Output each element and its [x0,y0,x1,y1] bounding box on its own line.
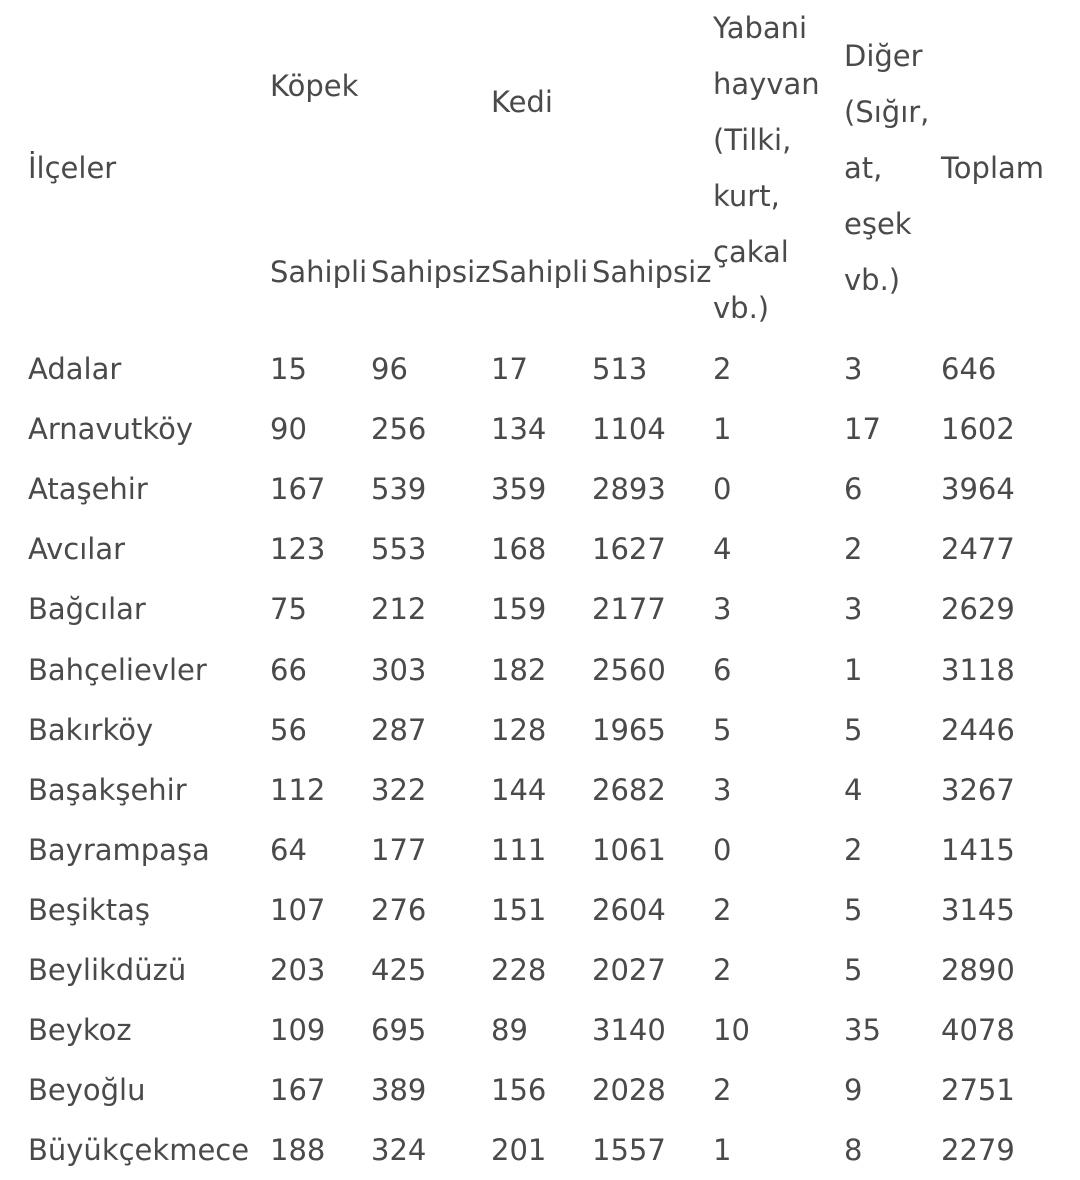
cat-owned-cell: 144 [491,773,547,807]
cat-stray-cell: 3140 [592,1013,666,1047]
dog-owned-cell: 188 [270,1133,326,1167]
header-dog: Köpek [270,69,359,103]
table-row [0,1000,1080,1060]
header-districts: İlçeler [28,151,117,185]
cat-owned-cell: 201 [491,1133,547,1167]
other-animal-cell: 8 [844,1133,863,1167]
other-animal-cell: 3 [844,352,863,386]
total-cell: 3118 [941,653,1015,687]
wild-animal-cell: 1 [713,412,732,446]
cat-stray-cell: 2893 [592,472,666,506]
total-cell: 2629 [941,592,1015,626]
cat-owned-cell: 134 [491,412,547,446]
district-cell: Beşiktaş [28,893,150,927]
cat-owned-cell: 128 [491,713,547,747]
dog-stray-cell: 287 [371,713,427,747]
table-row [0,640,1080,700]
wild-animal-cell: 1 [713,1133,732,1167]
district-cell: Adalar [28,352,122,386]
cat-stray-cell: 1627 [592,532,666,566]
cat-stray-cell: 2177 [592,592,666,626]
cat-owned-cell: 156 [491,1073,547,1107]
district-cell: Büyükçekmece [28,1133,250,1167]
dog-owned-cell: 75 [270,592,307,626]
table-row [0,459,1080,519]
dog-stray-cell: 539 [371,472,427,506]
dog-stray-cell: 324 [371,1133,427,1167]
dog-stray-cell: 212 [371,592,427,626]
dog-owned-cell: 56 [270,713,307,747]
cat-owned-cell: 159 [491,592,547,626]
table-row [0,1060,1080,1120]
total-cell: 3145 [941,893,1015,927]
total-cell: 2477 [941,532,1015,566]
total-cell: 1415 [941,833,1015,867]
other-animal-cell: 6 [844,472,863,506]
cat-stray-cell: 1965 [592,713,666,747]
cat-stray-cell: 513 [592,352,648,386]
cat-stray-cell: 2028 [592,1073,666,1107]
header-dog-owned: Sahipli [270,255,368,289]
cat-owned-cell: 168 [491,532,547,566]
wild-animal-cell: 10 [713,1013,750,1047]
district-cell: Bahçelievler [28,653,207,687]
header-cat: Kedi [491,85,553,119]
dog-owned-cell: 90 [270,412,307,446]
total-cell: 2751 [941,1073,1015,1107]
dog-stray-cell: 389 [371,1073,427,1107]
header-cat-stray: Sahipsiz [592,255,712,289]
table-row [0,700,1080,760]
dog-stray-cell: 256 [371,412,427,446]
wild-animal-cell: 5 [713,713,732,747]
table-row [0,579,1080,639]
wild-animal-cell: 6 [713,653,732,687]
dog-stray-cell: 553 [371,532,427,566]
header-cat-owned: Sahipli [491,255,589,289]
cat-stray-cell: 1104 [592,412,666,446]
cat-owned-cell: 151 [491,893,547,927]
total-cell: 4078 [941,1013,1015,1047]
other-animal-cell: 2 [844,833,863,867]
cat-stray-cell: 2560 [592,653,666,687]
table-row [0,399,1080,459]
wild-animal-cell: 4 [713,532,732,566]
dog-owned-cell: 167 [270,472,326,506]
dog-owned-cell: 112 [270,773,326,807]
dog-stray-cell: 425 [371,953,427,987]
total-cell: 646 [941,352,997,386]
cat-stray-cell: 1061 [592,833,666,867]
other-animal-cell: 5 [844,713,863,747]
table-row [0,519,1080,579]
dog-owned-cell: 64 [270,833,307,867]
other-animal-cell: 35 [844,1013,881,1047]
dog-owned-cell: 123 [270,532,326,566]
district-cell: Beykoz [28,1013,132,1047]
district-cell: Bayrampaşa [28,833,210,867]
district-cell: Beyoğlu [28,1073,146,1107]
other-animal-cell: 2 [844,532,863,566]
dog-owned-cell: 66 [270,653,307,687]
dog-stray-cell: 96 [371,352,408,386]
total-cell: 2446 [941,713,1015,747]
other-animal-cell: 17 [844,412,881,446]
district-cell: Beylikdüzü [28,953,187,987]
dog-stray-cell: 303 [371,653,427,687]
other-animal-cell: 5 [844,893,863,927]
cat-owned-cell: 89 [491,1013,528,1047]
cat-stray-cell: 1557 [592,1133,666,1167]
dog-stray-cell: 177 [371,833,427,867]
cat-owned-cell: 228 [491,953,547,987]
cat-stray-cell: 2604 [592,893,666,927]
total-cell: 1602 [941,412,1015,446]
table-row [0,940,1080,1000]
dog-stray-cell: 322 [371,773,427,807]
district-cell: Bakırköy [28,713,154,747]
cat-owned-cell: 182 [491,653,547,687]
dog-owned-cell: 15 [270,352,307,386]
other-animal-cell: 3 [844,592,863,626]
dog-stray-cell: 276 [371,893,427,927]
header-wild-animal: Yabani hayvan (Tilki, kurt, çakal vb.) [713,11,820,325]
dog-owned-cell: 107 [270,893,326,927]
cat-stray-cell: 2682 [592,773,666,807]
district-cell: Bağcılar [28,592,146,626]
total-cell: 2279 [941,1133,1015,1167]
table-row [0,820,1080,880]
wild-animal-cell: 3 [713,773,732,807]
district-cell: Başakşehir [28,773,187,807]
cat-owned-cell: 17 [491,352,528,386]
header-dog-stray: Sahipsiz [371,255,491,289]
dog-stray-cell: 695 [371,1013,427,1047]
header-total: Toplam [941,151,1045,185]
table-row [0,760,1080,820]
wild-animal-cell: 0 [713,833,732,867]
header-other-animal: Diğer (Sığır, at, eşek vb.) [844,39,930,297]
total-cell: 2890 [941,953,1015,987]
wild-animal-cell: 2 [713,1073,732,1107]
dog-owned-cell: 203 [270,953,326,987]
total-cell: 3964 [941,472,1015,506]
other-animal-cell: 1 [844,653,863,687]
district-cell: Arnavutköy [28,412,193,446]
table-row [0,1120,1080,1180]
other-animal-cell: 5 [844,953,863,987]
cat-stray-cell: 2027 [592,953,666,987]
table-row [0,339,1080,399]
other-animal-cell: 4 [844,773,863,807]
other-animal-cell: 9 [844,1073,863,1107]
district-cell: Ataşehir [28,472,148,506]
table-row [0,880,1080,940]
wild-animal-cell: 2 [713,893,732,927]
wild-animal-cell: 2 [713,352,732,386]
cat-owned-cell: 359 [491,472,547,506]
dog-owned-cell: 167 [270,1073,326,1107]
district-cell: Avcılar [28,532,126,566]
total-cell: 3267 [941,773,1015,807]
cat-owned-cell: 111 [491,833,547,867]
wild-animal-cell: 3 [713,592,732,626]
wild-animal-cell: 2 [713,953,732,987]
dog-owned-cell: 109 [270,1013,326,1047]
wild-animal-cell: 0 [713,472,732,506]
